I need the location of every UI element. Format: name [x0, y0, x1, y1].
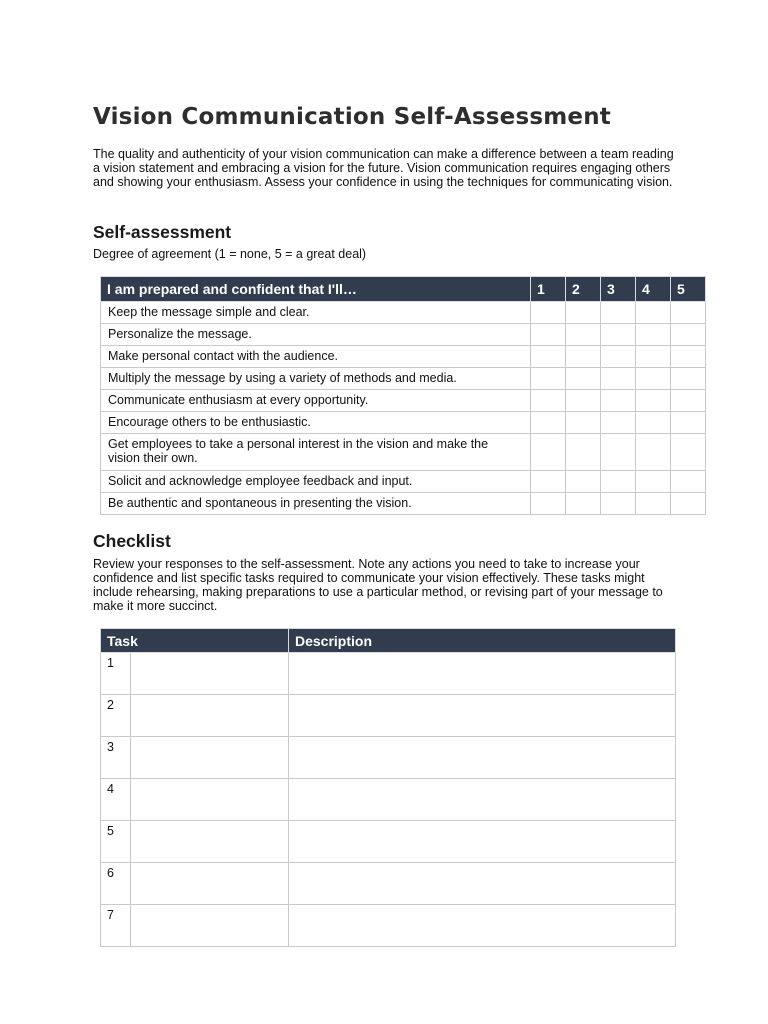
checklist-row [101, 821, 676, 863]
rating-cell-4[interactable] [636, 493, 671, 515]
self-assessment-heading: Self-assessment [93, 222, 232, 242]
rating-cell-1[interactable] [531, 493, 566, 515]
rating-cell-5[interactable] [671, 368, 706, 390]
rating-cell-4[interactable] [636, 368, 671, 390]
assessment-row [101, 434, 706, 471]
assessment-statement: Solicit and acknowledge employee feedback and input. [101, 471, 531, 493]
rating-cell-1[interactable] [531, 434, 566, 471]
intro-paragraph: The quality and authenticity of your vision communication can make a difference between a team reading a vision statement and embracing a vision for the future. Vision communication requires engaging others and showing your enthusiasm. Assess your confidence in using the techniques for communicating vision. [93, 147, 674, 189]
degree-of-agreement-note: Degree of agreement (1 = none, 5 = a great deal) [93, 247, 367, 261]
description-cell[interactable] [289, 779, 676, 821]
rating-column-header-1: 1 [531, 277, 566, 302]
task-cell[interactable] [131, 905, 289, 947]
assessment-row [101, 493, 706, 515]
rating-cell-2[interactable] [566, 412, 601, 434]
rating-cell-1[interactable] [531, 324, 566, 346]
rating-cell-5[interactable] [671, 390, 706, 412]
assessment-statement: Be authentic and spontaneous in presenting the vision. [101, 493, 531, 515]
task-cell[interactable] [131, 821, 289, 863]
checklist-row [101, 737, 676, 779]
rating-cell-3[interactable] [601, 493, 636, 515]
checklist-row-number: 1 [101, 653, 131, 695]
rating-cell-4[interactable] [636, 302, 671, 324]
checklist-row-number: 5 [101, 821, 131, 863]
description-cell[interactable] [289, 821, 676, 863]
rating-cell-2[interactable] [566, 302, 601, 324]
rating-cell-4[interactable] [636, 390, 671, 412]
rating-cell-4[interactable] [636, 346, 671, 368]
checklist-row-number: 2 [101, 695, 131, 737]
checklist-intro-paragraph: Review your responses to the self-assessment. Note any actions you need to take to increase your confidence and list specific tasks required to communicate your vision effectively. These tasks might include rehearsing, making preparations to use a particular method, or revising part of your message to make it more succinct. [93, 557, 663, 613]
rating-cell-1[interactable] [531, 471, 566, 493]
rating-cell-4[interactable] [636, 324, 671, 346]
rating-column-header-2: 2 [566, 277, 601, 302]
assessment-row [101, 390, 706, 412]
checklist-row [101, 863, 676, 905]
rating-cell-1[interactable] [531, 346, 566, 368]
checklist-row [101, 779, 676, 821]
statement-column-header: I am prepared and confident that I'll… [101, 277, 531, 302]
checklist-table [100, 628, 676, 947]
rating-cell-2[interactable] [566, 346, 601, 368]
rating-cell-2[interactable] [566, 390, 601, 412]
checklist-row [101, 695, 676, 737]
description-cell[interactable] [289, 695, 676, 737]
self-assessment-table [100, 276, 706, 515]
rating-cell-4[interactable] [636, 434, 671, 471]
assessment-statement: Get employees to take a personal interest in the vision and make the vision their own. [101, 434, 531, 471]
checklist-row-number: 4 [101, 779, 131, 821]
checklist-row [101, 653, 676, 695]
rating-cell-5[interactable] [671, 471, 706, 493]
task-cell[interactable] [131, 863, 289, 905]
rating-cell-1[interactable] [531, 302, 566, 324]
rating-column-header-5: 5 [671, 277, 706, 302]
rating-cell-1[interactable] [531, 368, 566, 390]
rating-cell-3[interactable] [601, 324, 636, 346]
rating-cell-2[interactable] [566, 434, 601, 471]
rating-cell-2[interactable] [566, 471, 601, 493]
rating-column-header-4: 4 [636, 277, 671, 302]
rating-cell-1[interactable] [531, 412, 566, 434]
assessment-row [101, 368, 706, 390]
rating-cell-5[interactable] [671, 493, 706, 515]
assessment-row [101, 471, 706, 493]
task-cell[interactable] [131, 695, 289, 737]
checklist-row [101, 905, 676, 947]
rating-cell-5[interactable] [671, 346, 706, 368]
assessment-row [101, 346, 706, 368]
rating-cell-3[interactable] [601, 302, 636, 324]
rating-cell-5[interactable] [671, 434, 706, 471]
task-cell[interactable] [131, 779, 289, 821]
checklist-row-number: 6 [101, 863, 131, 905]
rating-cell-4[interactable] [636, 471, 671, 493]
description-cell[interactable] [289, 653, 676, 695]
description-column-header: Description [289, 629, 676, 653]
rating-cell-2[interactable] [566, 324, 601, 346]
checklist-heading: Checklist [93, 531, 171, 551]
rating-cell-3[interactable] [601, 346, 636, 368]
rating-cell-5[interactable] [671, 412, 706, 434]
rating-cell-1[interactable] [531, 390, 566, 412]
assessment-statement: Keep the message simple and clear. [101, 302, 531, 324]
assessment-statement: Personalize the message. [101, 324, 531, 346]
description-cell[interactable] [289, 737, 676, 779]
rating-cell-3[interactable] [601, 434, 636, 471]
rating-cell-3[interactable] [601, 471, 636, 493]
assessment-statement: Encourage others to be enthusiastic. [101, 412, 531, 434]
page-title: Vision Communication Self-Assessment [93, 104, 611, 130]
rating-cell-3[interactable] [601, 412, 636, 434]
rating-cell-3[interactable] [601, 390, 636, 412]
rating-cell-4[interactable] [636, 412, 671, 434]
task-cell[interactable] [131, 653, 289, 695]
checklist-row-number: 7 [101, 905, 131, 947]
rating-column-header-3: 3 [601, 277, 636, 302]
rating-cell-2[interactable] [566, 368, 601, 390]
self-assessment-header-row [101, 277, 706, 302]
assessment-statement: Multiply the message by using a variety of methods and media. [101, 368, 531, 390]
assessment-row [101, 412, 706, 434]
assessment-statement: Make personal contact with the audience. [101, 346, 531, 368]
rating-cell-3[interactable] [601, 368, 636, 390]
assessment-statement: Communicate enthusiasm at every opportunity. [101, 390, 531, 412]
rating-cell-5[interactable] [671, 302, 706, 324]
checklist-header-row [101, 629, 676, 653]
assessment-row [101, 324, 706, 346]
rating-cell-5[interactable] [671, 324, 706, 346]
checklist-row-number: 3 [101, 737, 131, 779]
description-cell[interactable] [289, 863, 676, 905]
task-cell[interactable] [131, 737, 289, 779]
task-column-header: Task [101, 629, 289, 653]
description-cell[interactable] [289, 905, 676, 947]
rating-cell-2[interactable] [566, 493, 601, 515]
assessment-row [101, 302, 706, 324]
